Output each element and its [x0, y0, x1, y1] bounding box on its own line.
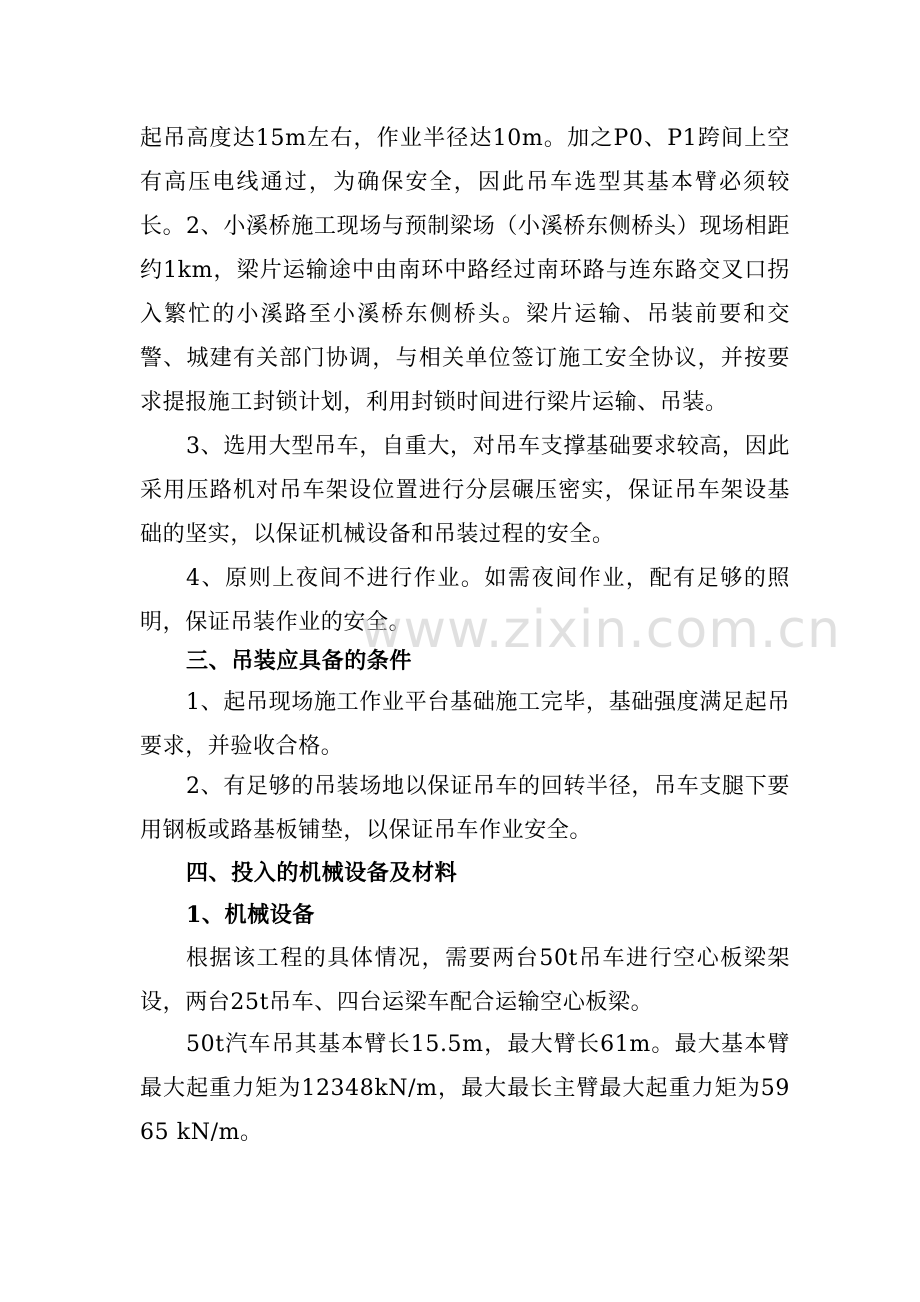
- paragraph-condition-2: 2、有足够的吊装场地以保证吊车的回转半径，吊车支腿下要用钢板或路基板铺垫，以保证吊车作业安全。: [140, 774, 790, 843]
- heading-section-4: 四、投入的机械设备及材料: [186, 860, 458, 886]
- paragraph-condition-1: 1、起吊现场施工作业平台基础施工完毕，基础强度满足起吊要求，并验收合格。: [140, 690, 790, 759]
- paragraph-crane-specs: 50t汽车吊其基本臂长15.5m，最大臂长61m。最大基本臂最大起重力矩为12348kN/m，最大最长主臂最大起重力矩为5965 kN/m。: [140, 1032, 790, 1145]
- heading-section-3: 三、吊装应具备的条件: [186, 648, 413, 674]
- paragraph-item-2-transport: 2、小溪桥施工现场与预制梁场（小溪桥东侧桥头）现场相距约1km，梁片运输途中由南环中路经过南环路与连东路交叉口拐入繁忙的小溪路至小溪桥东侧桥头。梁片运输、吊装前要和交警、城建有关部门协调，与相关单位签订施工安全协议，并按要求提报施工封锁计划，利用封锁时间进行梁片运输、吊装。: [140, 214, 790, 415]
- paragraph-item-4-night-work: 4、原则上夜间不进行作业。如需夜间作业，配有足够的照明，保证吊装作业的安全。: [140, 566, 790, 635]
- heading-machinery: 1、机械设备: [186, 902, 315, 928]
- paragraph-item-3-foundation: 3、选用大型吊车，自重大，对吊车支撑基础要求较高，因此采用压路机对吊车架设位置进行分层碾压密实，保证吊车架设基础的坚实，以保证机械设备和吊装过程的安全。: [140, 434, 790, 547]
- paragraph-crane-height: 起吊高度达15m左右，作业半径达10m。加之P0、P1跨间上空有高压电线通过，为确保安全，因此吊车选型其基本臂必须较长。: [140, 126, 790, 239]
- watermark-text: www.zixin.com.cn: [360, 600, 841, 660]
- paragraph-crane-requirement: 根据该工程的具体情况，需要两台50t吊车进行空心板梁架设，两台25t吊车、四台运梁车配合运输空心板梁。: [140, 946, 790, 1015]
